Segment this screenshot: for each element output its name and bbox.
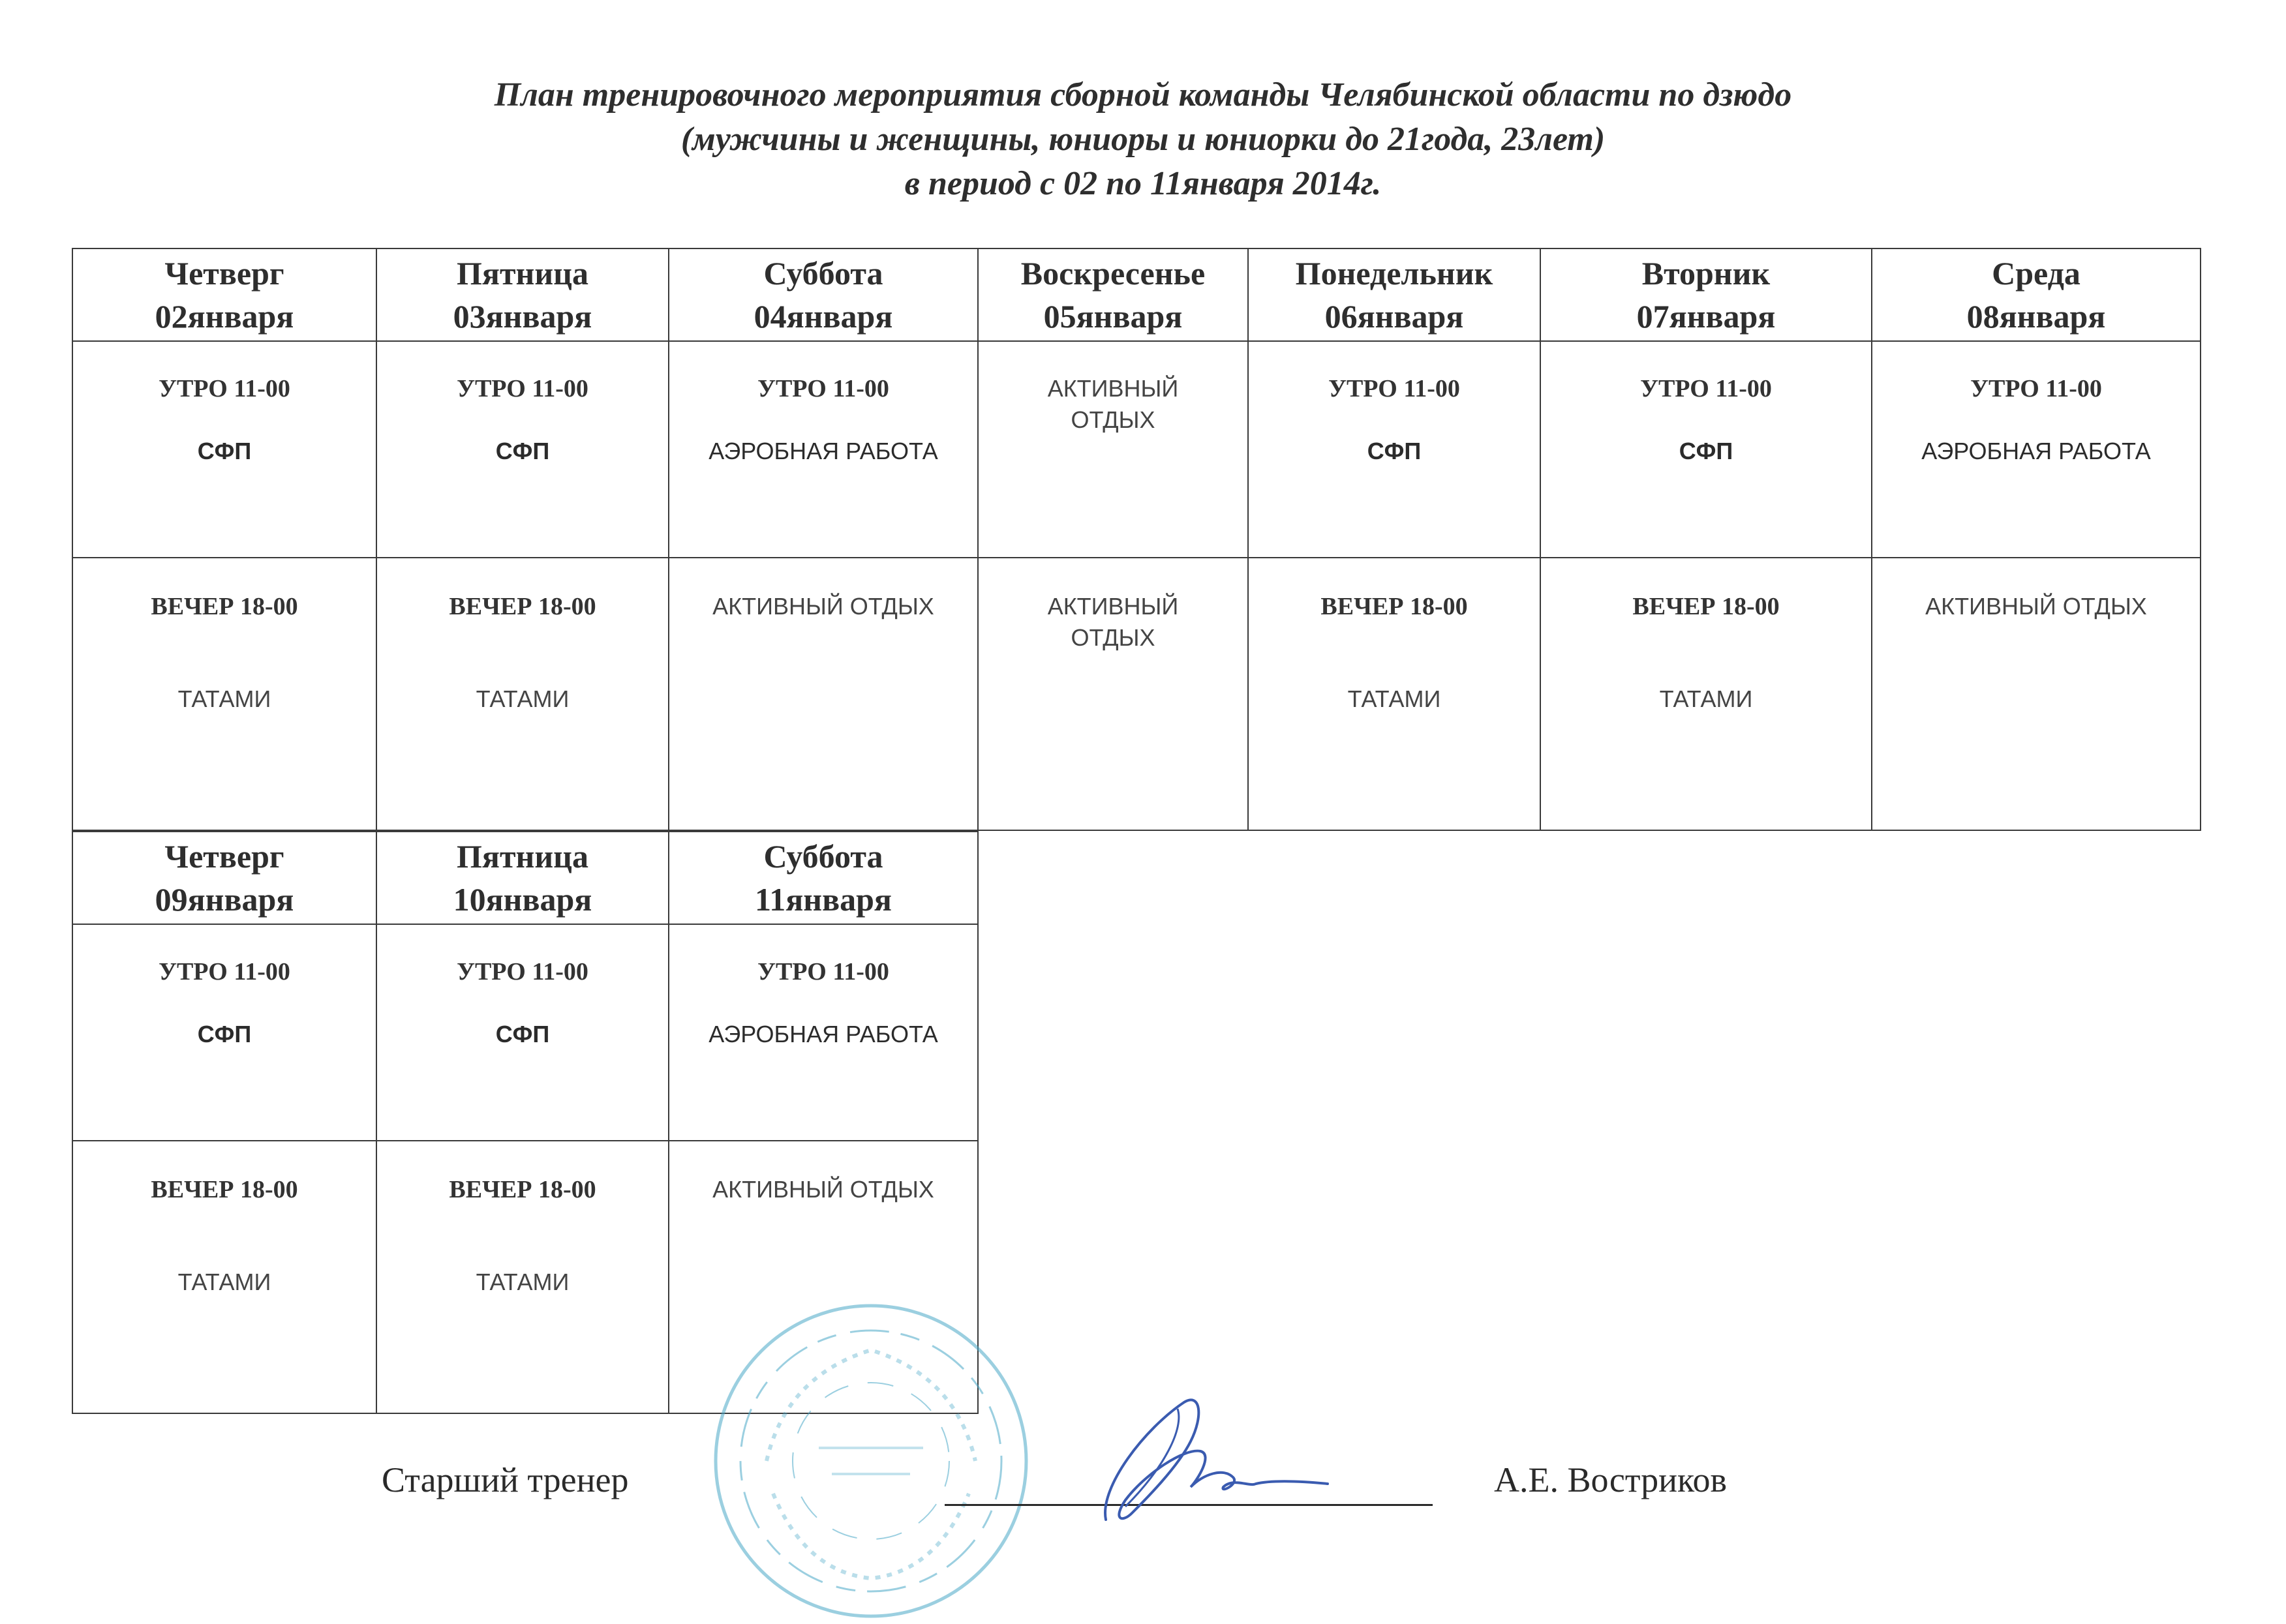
morning-cell: АКТИВНЫЙ ОТДЫХ: [978, 341, 1248, 558]
evening-cell: ВЕЧЕР 18-00 ТАТАМИ: [72, 1141, 376, 1413]
title-line-3: в период с 02 по 11января 2014г.: [904, 165, 1382, 202]
evening-cell: АКТИВНЫЙ ОТДЫХ: [669, 558, 978, 830]
evening-cell: АКТИВНЫЙ ОТДЫХ: [669, 1141, 978, 1413]
day-header: Пятница 03января: [376, 248, 669, 341]
evening-cell: ВЕЧЕР 18-00 ТАТАМИ: [72, 558, 376, 830]
morning-cell: УТРО 11-00 СФП: [72, 924, 376, 1141]
evening-cell: ВЕЧЕР 18-00 ТАТАМИ: [1540, 558, 1872, 830]
morning-cell: УТРО 11-00 АЭРОБНАЯ РАБОТА: [669, 924, 978, 1141]
signer-name: А.Е. Востриков: [1494, 1460, 1727, 1499]
morning-row: [72, 341, 2201, 558]
evening-cell: АКТИВНЫЙ ОТДЫХ: [978, 558, 1248, 830]
handwritten-signature: [1086, 1389, 1334, 1533]
day-header: Четверг 09января: [72, 832, 376, 924]
signer-role: Старший тренер: [382, 1460, 629, 1499]
evening-cell: АКТИВНЫЙ ОТДЫХ: [1872, 558, 2201, 830]
morning-cell: УТРО 11-00 СФП: [1248, 341, 1540, 558]
evening-cell: ВЕЧЕР 18-00 ТАТАМИ: [1248, 558, 1540, 830]
evening-cell: ВЕЧЕР 18-00 ТАТАМИ: [376, 558, 669, 830]
title-line-1: План тренировочного мероприятия сборной команды Челябинской области по дзюдо: [494, 76, 1792, 113]
schedule-table-week1: [72, 248, 2201, 831]
header-row: [72, 832, 978, 924]
day-header: Суббота 04января: [669, 248, 978, 341]
morning-cell: УТРО 11-00 СФП: [376, 924, 669, 1141]
evening-row: [72, 558, 2201, 830]
morning-cell: УТРО 11-00 СФП: [376, 341, 669, 558]
morning-cell: УТРО 11-00 АЭРОБНАЯ РАБОТА: [669, 341, 978, 558]
day-header: Среда 08января: [1872, 248, 2201, 341]
morning-cell: УТРО 11-00 АЭРОБНАЯ РАБОТА: [1872, 341, 2201, 558]
day-header: Суббота 11января: [669, 832, 978, 924]
day-header: Пятница 10января: [376, 832, 669, 924]
morning-cell: УТРО 11-00 СФП: [1540, 341, 1872, 558]
morning-cell: УТРО 11-00 СФП: [72, 341, 376, 558]
day-header: Вторник 07января: [1540, 248, 1872, 341]
day-header: Четверг 02января: [72, 248, 376, 341]
morning-row: [72, 924, 978, 1141]
day-header: Воскресенье 05января: [978, 248, 1248, 341]
title-line-2: (мужчины и женщины, юниоры и юниорки до 21года, 23лет): [680, 121, 1606, 158]
header-row: [72, 248, 2201, 341]
evening-cell: ВЕЧЕР 18-00 ТАТАМИ: [376, 1141, 669, 1413]
document-title: [0, 73, 2286, 206]
day-header: Понедельник 06января: [1248, 248, 1540, 341]
